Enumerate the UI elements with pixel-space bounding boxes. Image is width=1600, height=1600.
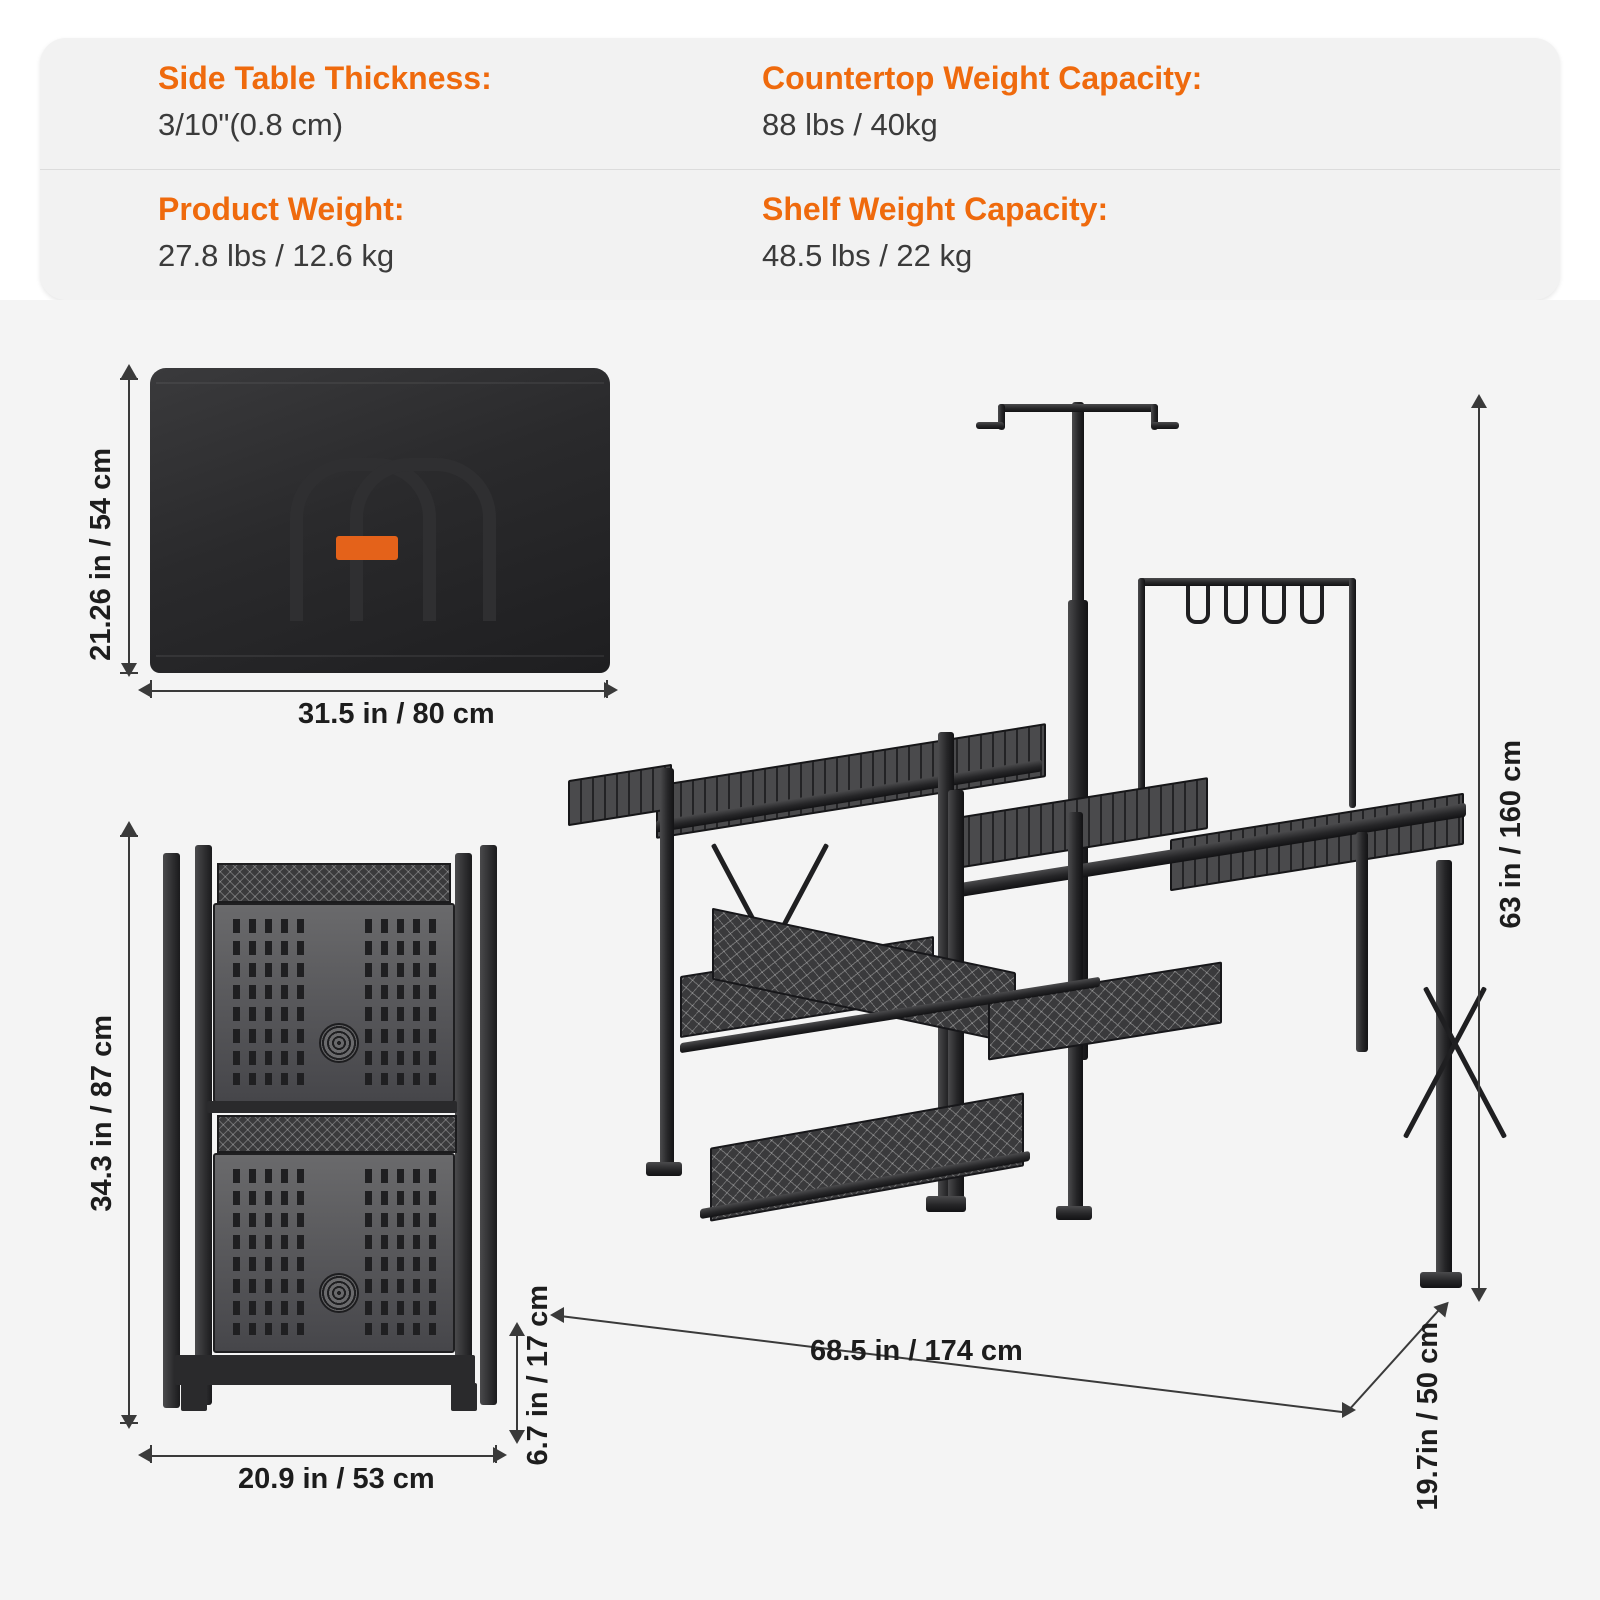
- vent-slot: [429, 1169, 436, 1335]
- folded-burner-circle: [319, 1273, 359, 1313]
- vent-slot: [249, 919, 256, 1085]
- bag-height-label: 21.26 in / 54 cm: [85, 448, 117, 661]
- lantern-hook-right-tip: [1151, 422, 1179, 429]
- spec-label: Product Weight:: [158, 191, 405, 227]
- folded-panel-upper: [213, 903, 455, 1103]
- vent-slot: [265, 1169, 272, 1335]
- bag-height-arrow-top: [121, 364, 137, 378]
- assembled-depth-label: 19.7in / 50 cm: [1412, 1322, 1444, 1511]
- vent-slot: [381, 1169, 388, 1335]
- spec-cell-countertop-weight-capacity: [762, 56, 1202, 146]
- bag-width-label: 31.5 in / 80 cm: [298, 698, 495, 730]
- folded-height-label: 34.3 in / 87 cm: [86, 1015, 118, 1212]
- folded-divider-bar: [207, 1101, 457, 1113]
- assembled-height-arrow-top: [1471, 394, 1487, 408]
- vent-slot: [281, 1169, 288, 1335]
- spec-cell-shelf-weight-capacity: [762, 187, 1108, 277]
- vent-slot: [365, 919, 372, 1085]
- folded-frame-post-left-inner: [195, 845, 212, 1405]
- folded-height-dim-line: [128, 835, 130, 1415]
- utensil-hook: [1300, 586, 1324, 624]
- vent-slot: [413, 919, 420, 1085]
- vent-slot: [233, 919, 240, 1085]
- folded-unit-illustration: [155, 835, 500, 1420]
- foot-center: [1056, 1206, 1092, 1220]
- spec-value: 3/10"(0.8 cm): [158, 107, 344, 142]
- utensil-hook: [1262, 586, 1286, 624]
- bag-width-tick-left: [150, 680, 152, 698]
- bag-width-dim-line: [150, 690, 606, 692]
- folded-height-tick-top: [120, 835, 138, 837]
- spec-row: [40, 169, 1560, 300]
- spec-cell-side-table-thickness: [158, 56, 492, 146]
- assembled-width-label: 68.5 in / 174 cm: [810, 1335, 1023, 1367]
- hook-rail-post-left: [1138, 578, 1145, 808]
- vent-slot: [233, 1169, 240, 1335]
- assembled-height-arrow-bottom: [1471, 1288, 1487, 1302]
- foot-front-left: [646, 1162, 682, 1176]
- vent-slot: [413, 1169, 420, 1335]
- utensil-hook-rail: [1138, 578, 1356, 586]
- brand-logo: [336, 536, 398, 560]
- vent-slot: [397, 1169, 404, 1335]
- vent-slot: [397, 919, 404, 1085]
- assembled-height-label: 63 in / 160 cm: [1495, 740, 1527, 929]
- bag-height-arrow-bottom: [121, 663, 137, 677]
- carry-bag-illustration: [150, 368, 610, 673]
- utensil-hook: [1186, 586, 1210, 624]
- folded-frame-post-right-inner: [480, 845, 497, 1405]
- vent-slot: [297, 1169, 304, 1335]
- vent-slot: [281, 919, 288, 1085]
- folded-width-tick-left: [150, 1445, 152, 1463]
- vent-slot: [249, 1169, 256, 1335]
- folded-foot-right: [451, 1383, 477, 1411]
- folded-width-dim-line: [150, 1455, 495, 1457]
- vent-slot: [429, 919, 436, 1085]
- bag-top-seam: [156, 382, 604, 384]
- spec-cell-product-weight: [158, 187, 405, 277]
- assembled-width-arrow-left: [550, 1307, 564, 1323]
- foot-right: [1420, 1272, 1462, 1288]
- spec-value: 88 lbs / 40kg: [762, 107, 938, 142]
- folded-height-arrow-top: [121, 821, 137, 835]
- leg-right-inner: [1356, 832, 1368, 1052]
- utensil-hook: [1224, 586, 1248, 624]
- spec-label: Shelf Weight Capacity:: [762, 191, 1109, 227]
- folded-width-label: 20.9 in / 53 cm: [238, 1463, 435, 1495]
- folded-frame-post-right: [455, 853, 472, 1408]
- assembled-height-dim-line: [1478, 408, 1480, 1288]
- vent-slot: [297, 919, 304, 1085]
- bag-height-tick-bottom: [120, 672, 138, 674]
- folded-height-tick-bottom: [120, 1422, 138, 1424]
- lantern-crossbar: [998, 404, 1158, 412]
- spec-value: 48.5 lbs / 22 kg: [762, 238, 973, 273]
- hook-rail-post-right: [1349, 578, 1356, 808]
- folded-top-mesh: [217, 863, 451, 903]
- product-dimension-illustration: [0, 300, 1600, 1600]
- spec-label: Side Table Thickness:: [158, 60, 492, 96]
- foot-back-left: [926, 1196, 966, 1212]
- folded-depth-dim-line: [516, 1335, 518, 1430]
- vent-slot: [365, 1169, 372, 1335]
- folded-width-tick-right: [495, 1445, 497, 1463]
- spec-label: Countertop Weight Capacity:: [762, 60, 1203, 96]
- folded-panel-lower: [213, 1153, 455, 1353]
- folded-frame-post-left: [163, 853, 180, 1408]
- specification-card: [40, 38, 1560, 300]
- lantern-hook-left-tip: [976, 422, 1004, 429]
- bag-height-dim-line: [128, 378, 130, 663]
- vent-slot: [381, 919, 388, 1085]
- folded-depth-label: 6.7 in / 17 cm: [522, 1285, 554, 1466]
- folded-bottom-rail: [175, 1355, 475, 1385]
- middle-shelf-right: [988, 961, 1222, 1060]
- spec-value: 27.8 lbs / 12.6 kg: [158, 238, 395, 273]
- spec-row: [40, 38, 1560, 170]
- folded-middle-mesh: [217, 1115, 457, 1153]
- folded-burner-circle: [319, 1023, 359, 1063]
- leg-front-left: [660, 768, 674, 1168]
- bag-height-tick-top: [120, 378, 138, 380]
- vent-slot: [265, 919, 272, 1085]
- bag-bottom-seam: [156, 655, 604, 657]
- assembled-unit-illustration: [560, 360, 1560, 1480]
- folded-foot-left: [181, 1383, 207, 1411]
